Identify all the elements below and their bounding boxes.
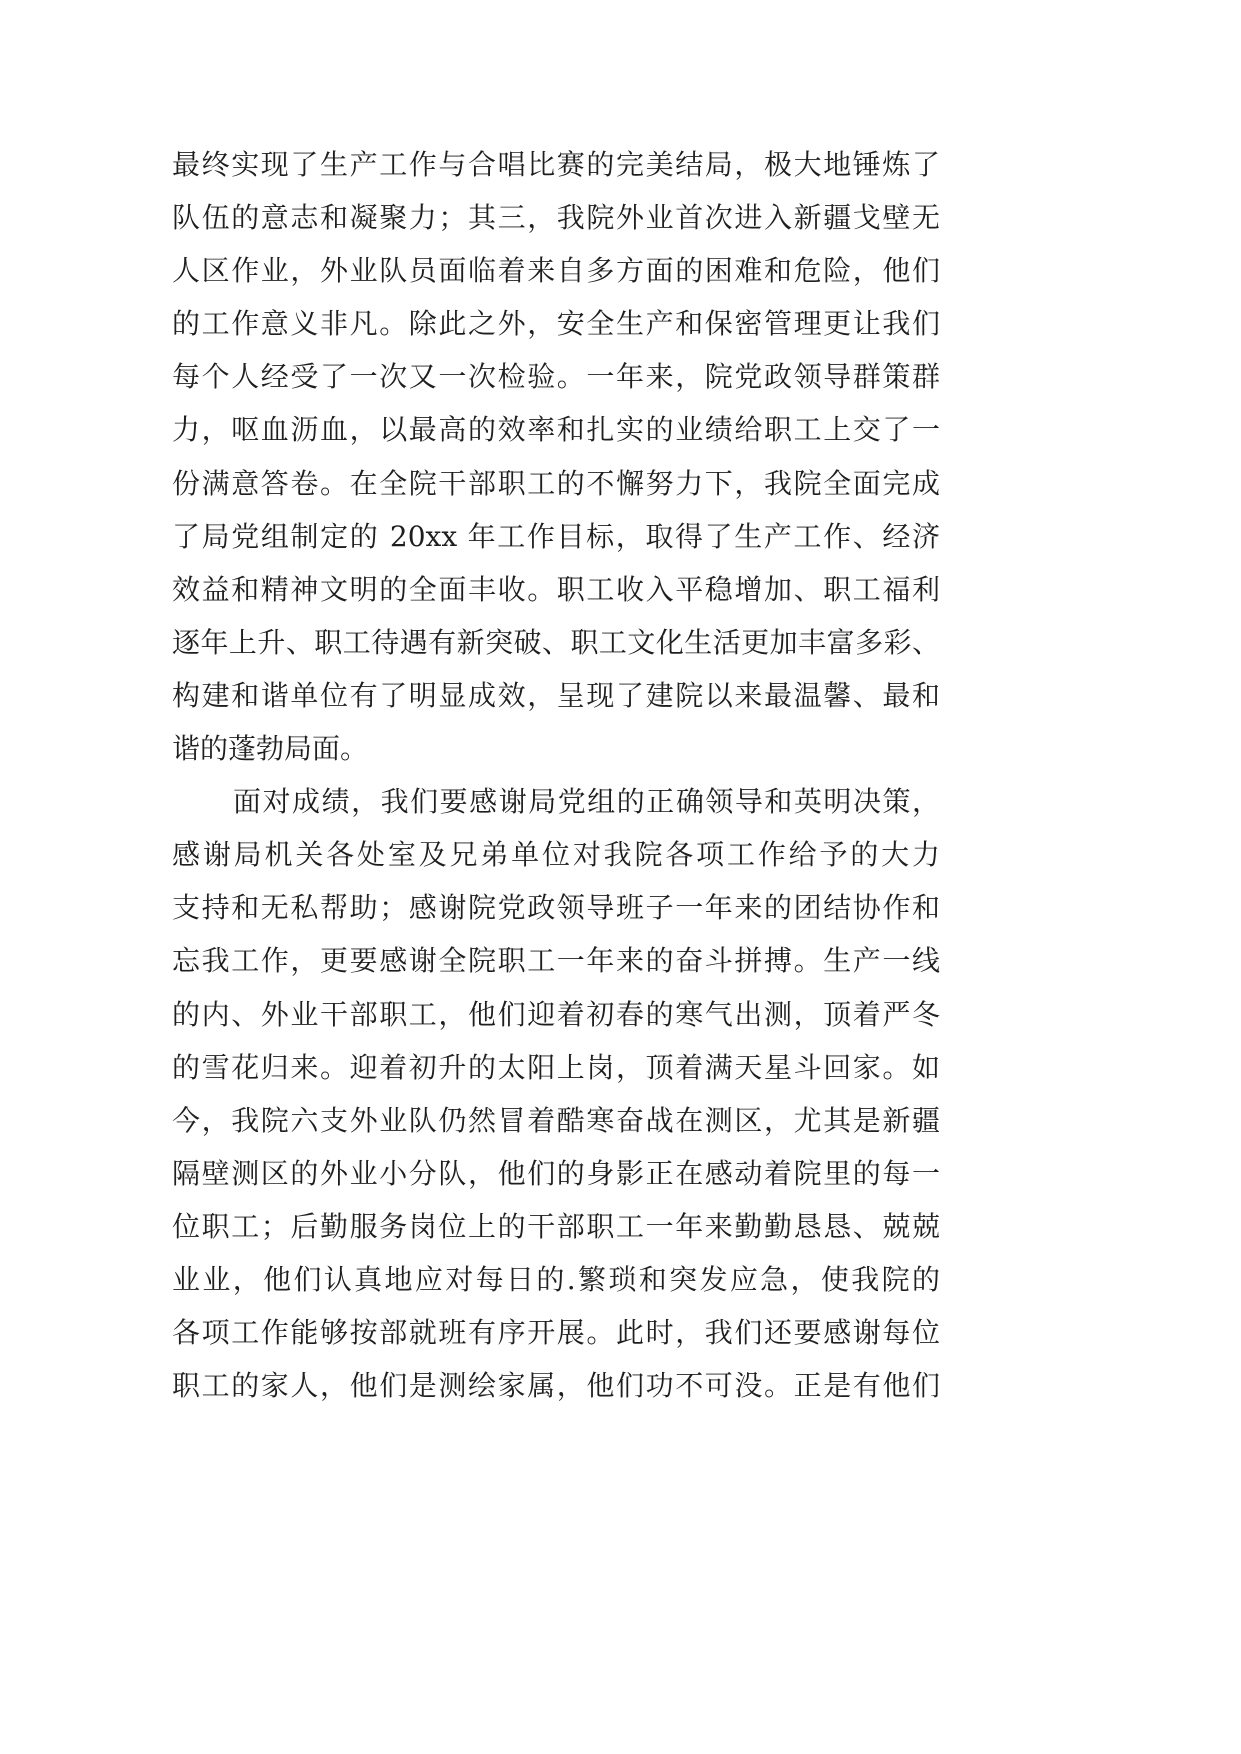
- text-line: 位职工；后勤服务岗位上的干部职工一年来勤勤恳恳、兢兢: [172, 1209, 940, 1243]
- text-line: 忘我工作，更要感谢全院职工一年来的奋斗拼搏。生产一线: [172, 944, 940, 978]
- text-line: 队伍的意志和凝聚力；其三，我院外业首次进入新疆戈壁无: [172, 201, 940, 235]
- text-line: 构建和谐单位有了明显成效，呈现了建院以来最温馨、最和: [172, 678, 940, 712]
- text-line: 人区作业，外业队员面临着来自多方面的困难和危险，他们: [172, 254, 940, 288]
- text-line: 业业，他们认真地应对每日的.繁琐和突发应急，使我院的: [172, 1262, 940, 1296]
- text-line: 面对成绩，我们要感谢局党组的正确领导和英明决策，: [233, 785, 940, 819]
- text-line: 谐的蓬勃局面。: [172, 732, 369, 766]
- text-line: 隔壁测区的外业小分队，他们的身影正在感动着院里的每一: [172, 1156, 940, 1190]
- text-line: 了局党组制定的 20xx 年工作目标，取得了生产工作、经济: [172, 519, 940, 553]
- text-line: 效益和精神文明的全面丰收。职工收入平稳增加、职工福利: [172, 572, 940, 606]
- text-line: 各项工作能够按部就班有序开展。此时，我们还要感谢每位: [172, 1316, 940, 1350]
- text-line: 力，呕血沥血，以最高的效率和扎实的业绩给职工上交了一: [172, 413, 940, 447]
- text-line: 感谢局机关各处室及兄弟单位对我院各项工作给予的大力: [172, 838, 940, 872]
- paragraph-2: [172, 775, 940, 1412]
- text-line: 的雪花归来。迎着初升的太阳上岗，顶着满天星斗回家。如: [172, 1050, 940, 1084]
- text-line: 今，我院六支外业队仍然冒着酷寒奋战在测区，尤其是新疆: [172, 1103, 940, 1137]
- text-line: 的工作意义非凡。除此之外，安全生产和保密管理更让我们: [172, 307, 940, 341]
- text-line: 份满意答卷。在全院干部职工的不懈努力下，我院全面完成: [172, 466, 940, 500]
- document-page: [172, 138, 940, 1412]
- text-line: 职工的家人，他们是测绘家属，他们功不可没。正是有他们: [172, 1369, 940, 1403]
- text-line: 逐年上升、职工待遇有新突破、职工文化生活更加丰富多彩、: [172, 625, 940, 659]
- text-line: 的内、外业干部职工，他们迎着初春的寒气出测，顶着严冬: [172, 997, 940, 1031]
- text-line: 每个人经受了一次又一次检验。一年来，院党政领导群策群: [172, 360, 940, 394]
- text-line: 支持和无私帮助；感谢院党政领导班子一年来的团结协作和: [172, 891, 940, 925]
- text-line: 最终实现了生产工作与合唱比赛的完美结局，极大地锤炼了: [172, 148, 940, 181]
- paragraph-1: [172, 138, 940, 775]
